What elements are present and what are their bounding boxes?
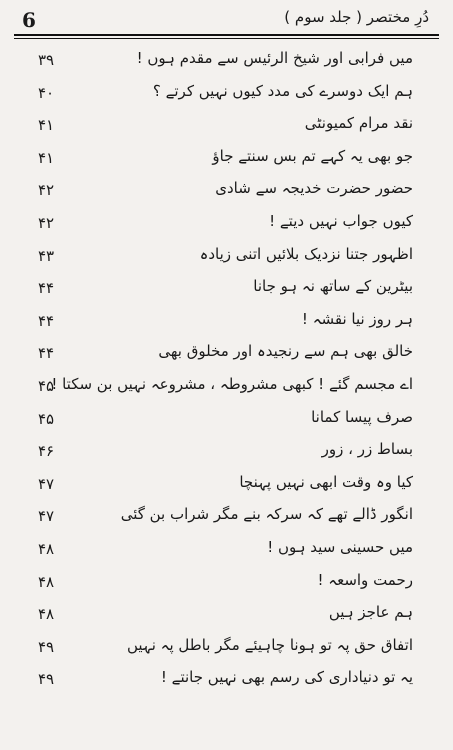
- toc-entry: [0, 138, 453, 171]
- toc-entry: [0, 659, 453, 692]
- toc-entry-page: ۴۶: [38, 442, 55, 461]
- page-number: 6: [22, 8, 36, 32]
- toc-entry-page: ۴۳: [38, 246, 55, 265]
- toc-entry-page: ۳۹: [38, 51, 55, 69]
- toc-entry-title: یہ تو دنیاداری کی رسم بھی نہیں جانتے !: [160, 668, 413, 687]
- toc-entry: [0, 170, 453, 203]
- toc-entry-page: ۴۵: [38, 409, 55, 428]
- toc-entry-title: اظہور جتنا نزدیک بلائیں اتنی زیادہ: [199, 244, 413, 263]
- toc-entry-title: بیٹرین کے ساتھ نہ ہو جانا: [253, 277, 413, 296]
- toc-entry-title: کیوں جواب نہیں دیتے !: [269, 211, 413, 230]
- toc-entry-page: ۴۲: [38, 181, 55, 200]
- toc-entry: [0, 529, 453, 562]
- table-of-contents: [0, 40, 453, 692]
- toc-entry-title: ہم ایک دوسرے کی مدد کیوں نہیں کرتے ؟: [152, 81, 413, 100]
- toc-entry-page: ۴۸: [38, 572, 55, 591]
- toc-entry: [0, 496, 453, 529]
- toc-entry-title: اتفاق حق پہ تو ہونا چاہیئے مگر باطل پہ نہیں: [127, 635, 413, 654]
- toc-entry-title: رحمت واسعہ !: [317, 570, 413, 589]
- toc-entry-title: انگور ڈالے تھے کہ سرکہ بنے مگر شراب بن گئی: [120, 505, 413, 524]
- toc-entry: [0, 464, 453, 497]
- toc-entry: [0, 627, 453, 660]
- toc-entry-page: ۴۹: [38, 670, 55, 689]
- toc-entry-title: جو بھی یہ کہے تم بس سنتے جاؤ: [212, 146, 413, 165]
- toc-entry: [0, 366, 453, 399]
- toc-entry: [0, 236, 453, 269]
- toc-entry-title: میں حسینی سید ہوں !: [267, 537, 413, 556]
- toc-entry-title: حضور حضرت خدیجہ سے شادی: [215, 179, 413, 198]
- toc-entry-page: ۴۴: [38, 344, 55, 363]
- toc-entry-page: ۴۰: [38, 83, 55, 102]
- toc-entry-title: خالق بھی ہم سے رنجیدہ اور مخلوق بھی: [158, 342, 413, 361]
- toc-entry-page: ۴۹: [38, 637, 55, 656]
- toc-entry-page: ۴۴: [38, 279, 55, 298]
- header-rule-thick: [14, 34, 439, 36]
- toc-entry: [0, 594, 453, 627]
- toc-entry-page: ۴۲: [38, 213, 55, 232]
- header-rule-thin: [14, 38, 439, 39]
- toc-entry-page: ۴۸: [38, 605, 55, 624]
- toc-entry-title: صرف پیسا کمانا: [311, 407, 413, 426]
- toc-entry-page: ۴۱: [38, 148, 55, 167]
- toc-entry: [0, 73, 453, 106]
- toc-entry-title: اے مجسم گئے ! کبھی مشروطہ ، مشروعہ نہیں بن سکتا !: [51, 374, 413, 393]
- toc-entry-page: ۴۷: [38, 507, 55, 526]
- toc-entry-title: میں فرابی اور شیخ الرئیس سے مقدم ہوں !: [136, 49, 413, 67]
- toc-entry: [0, 203, 453, 236]
- toc-entry-title: ہم عاجز ہیں: [328, 603, 413, 622]
- toc-entry: [0, 562, 453, 595]
- page-header: [18, 4, 435, 32]
- toc-entry-page: ۴۷: [38, 474, 55, 493]
- toc-entry-page: ۴۴: [38, 311, 55, 330]
- toc-entry-title: بساط زر ، زور: [321, 440, 413, 459]
- toc-entry-title: ہر روز نیا نقشہ !: [301, 309, 413, 328]
- toc-entry: [0, 40, 453, 73]
- toc-entry-page: ۴۵: [38, 376, 55, 395]
- toc-entry: [0, 301, 453, 334]
- toc-entry: [0, 105, 453, 138]
- toc-entry: [0, 431, 453, 464]
- toc-entry-title: کیا وہ وقت ابھی نہیں پہنچا: [239, 472, 413, 491]
- toc-entry: [0, 399, 453, 432]
- toc-entry-title: نقد مرام کمیونٹی: [304, 114, 413, 133]
- toc-entry: [0, 333, 453, 366]
- toc-entry-page: ۴۸: [38, 539, 55, 558]
- running-title: دُرِ مختصر ( جلد سوم ): [284, 8, 429, 26]
- toc-entry-page: ۴۱: [38, 116, 55, 135]
- toc-entry: [0, 268, 453, 301]
